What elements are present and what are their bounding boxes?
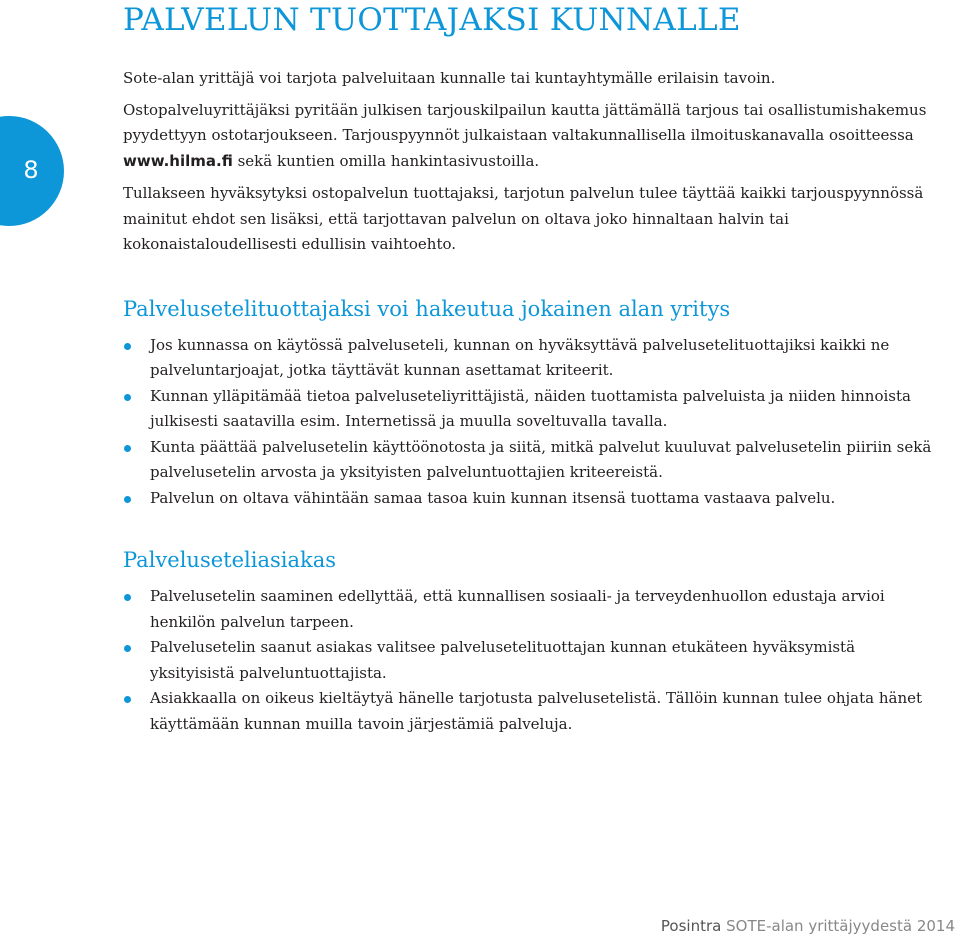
list-item-text: Asiakkaalla on oikeus kieltäytyä hänelle tarjotusta palvelusetelistä. Tällöin kunnan tulee ohjata hänet käyttämään kunnan muilla tavoin järjestämiä palveluja.	[150, 689, 923, 733]
intro-paragraph-3: Tullakseen hyväksytyksi ostopalvelun tuottajaksi, tarjotun palvelun tulee täyttää kaikki tarjouspyynnössä mainitut ehdot sen lisäksi, että tarjottavan palvelun on oltava joko hinnaltaan halvin tai kokonaistaloudellisesti edullisin vaihtoehto.	[123, 184, 924, 253]
bullet-icon	[124, 445, 131, 452]
list-item-text: Kunnan ylläpitämää tietoa palveluseteliyrittäjistä, näiden tuottamista palveluista ja niiden hinnoista julkisesti saatavilla esim. Internetissä ja muulla soveltuvalla tavalla.	[150, 386, 911, 430]
page-title: PALVELUN TUOTTAJAKSI KUNNALLE	[123, 2, 741, 38]
footer-title: SOTE-alan yrittäjyydestä 2014	[726, 917, 955, 935]
bullet-icon	[124, 343, 131, 350]
main-content	[123, 66, 938, 737]
section-heading-service-voucher-client: Palveluseteliasiakas	[123, 548, 337, 572]
list-item	[123, 333, 938, 384]
page-footer	[661, 916, 955, 936]
list-item	[123, 435, 938, 486]
bullet-list-service-voucher-client	[123, 584, 938, 737]
list-item	[123, 584, 938, 635]
intro-paragraph-2-text-start: Ostopalveluyrittäjäksi pyritään julkisen tarjouskilpailun kautta jättämällä tarjous tai osallistumishakemus pyydettyyn ostotarjoukseen. Tarjouspyynnöt julkaistaan valtakunnallisella ilmoituskanavalla osoitteessa	[123, 100, 927, 144]
list-item	[123, 635, 938, 686]
intro-paragraph-1: Sote-alan yrittäjä voi tarjota palveluitaan kunnalle tai kuntayhtymälle erilaisin tavoin.	[123, 69, 776, 87]
list-item-text: Jos kunnassa on käytössä palveluseteli, kunnan on hyväksyttävä palvelusetelituottajiksi kaikki ne palveluntarjoajat, jotka täyttävät kunnan asettamat kriteerit.	[150, 335, 890, 379]
list-item-text: Kunta päättää palvelusetelin käyttöönotosta ja siitä, mitkä palvelut kuuluvat palvelusetelin piiriin sekä palvelusetelin arvosta ja yksityisten palveluntuottajien kriteereistä.	[150, 437, 932, 481]
bullet-icon	[124, 496, 131, 503]
bullet-icon	[124, 394, 131, 401]
page-number: 8	[23, 156, 39, 184]
list-item	[123, 384, 938, 435]
intro-paragraph-2-text-end: sekä kuntien omilla hankintasivustoilla.	[232, 151, 540, 170]
bullet-icon	[124, 645, 131, 652]
hilma-link[interactable]: www.hilma.fi	[123, 151, 233, 170]
bullet-icon	[124, 696, 131, 703]
bullet-list-service-voucher-producer	[123, 333, 938, 512]
list-item	[123, 686, 938, 737]
list-item	[123, 486, 938, 512]
intro-paragraph-2	[123, 98, 938, 175]
list-item-text: Palvelun on oltava vähintään samaa tasoa kuin kunnan itsensä tuottama vastaava palvelu.	[150, 488, 836, 507]
list-item-text: Palvelusetelin saanut asiakas valitsee palvelusetelituottajan kunnan etukäteen hyväksymistä yksityisistä palveluntuottajista.	[150, 638, 856, 682]
list-item-text: Palvelusetelin saaminen edellyttää, että kunnallisen sosiaali- ja terveydenhuollon edustaja arvioi henkilön palvelun tarpeen.	[150, 587, 885, 631]
section-heading-service-voucher-producer: Palvelusetelituottajaksi voi hakeutua jokainen alan yritys	[123, 296, 731, 321]
bullet-icon	[124, 594, 131, 601]
footer-brand: Posintra	[660, 917, 722, 935]
